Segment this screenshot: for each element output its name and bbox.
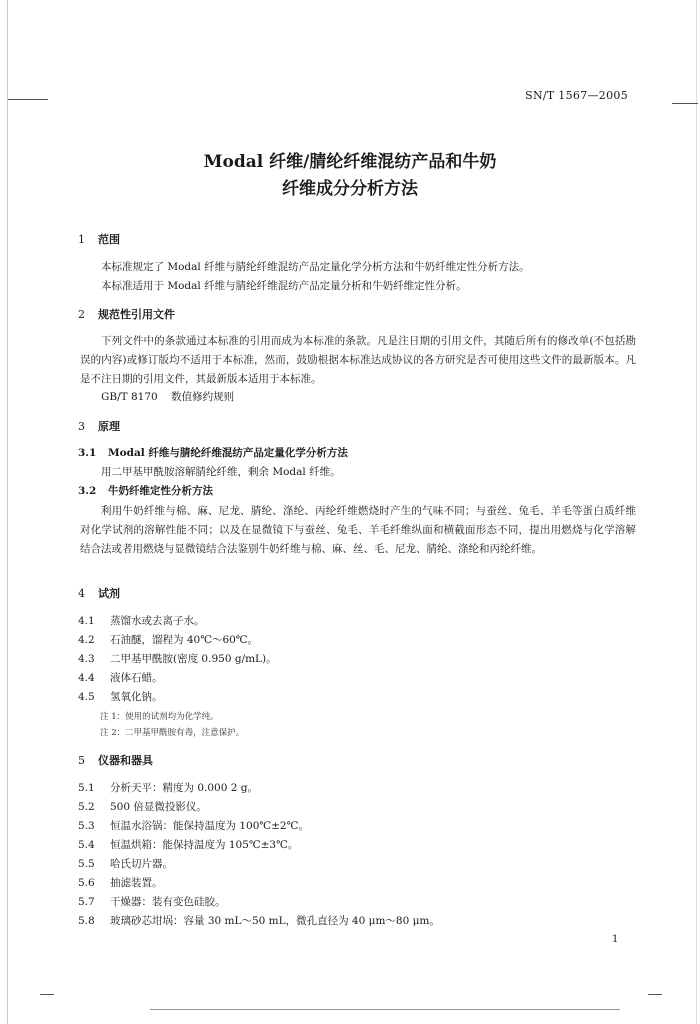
- list-item: [78, 632, 258, 647]
- item-text: 500 倍显微投影仪。: [110, 801, 207, 813]
- item-number: 4.4: [78, 672, 95, 684]
- section-title: 范围: [98, 233, 120, 246]
- scan-mark: [40, 994, 54, 995]
- subsection-number: 3.2: [78, 485, 97, 497]
- list-item: [78, 689, 163, 704]
- list-item: [78, 780, 258, 795]
- subsection-heading-3-1: [78, 445, 348, 460]
- item-number: 5.5: [78, 858, 95, 870]
- item-number: 5.2: [78, 801, 95, 813]
- list-item: [78, 818, 309, 833]
- item-number: 4.1: [78, 615, 95, 627]
- page-number: 1: [612, 934, 619, 945]
- item-text: 分析天平：精度为 0.000 2 g。: [110, 782, 258, 794]
- subsection-title: Modal 纤维与腈纶纤维混纺产品定量化学分析方法: [108, 447, 348, 459]
- references-paragraph: 下列文件中的条款通过本标准的引用而成为本标准的条款。凡是注日期的引用文件，其随后所有的修改单(不包括勘误的内容)或修订版均不适用于本标准，然而，鼓励根据本标准达成协议的各方研究是否可使用这些文件的最新版本。凡是不注日期的引用文件，其最新版本适用于本标准。: [80, 335, 636, 385]
- note-1: 注 1：使用的试剂均为化学纯。: [100, 712, 219, 722]
- item-text: 抽滤装置。: [110, 877, 163, 889]
- item-text: 蒸馏水或去离子水。: [110, 615, 205, 627]
- list-item: [78, 875, 163, 890]
- standard-number: SN/T 1567—2005: [525, 89, 628, 102]
- scan-mark: [150, 1009, 620, 1010]
- section-number: 4: [78, 587, 85, 600]
- item-number: 4.2: [78, 634, 95, 646]
- scan-mark: [8, 99, 48, 100]
- list-item: [78, 613, 205, 628]
- item-number: 4.5: [78, 691, 95, 703]
- document-title-line1: Modal 纤维/腈纶纤维混纺产品和牛奶: [203, 152, 497, 172]
- note-2: 注 2：二甲基甲酰胺有毒，注意保护。: [100, 728, 245, 738]
- list-item: [78, 913, 440, 928]
- scan-mark: [672, 103, 698, 104]
- scope-paragraph-2: 本标准适用于 Modal 纤维与腈纶纤维混纺产品定量分析和牛奶纤维定性分析。: [101, 280, 467, 292]
- list-item: [78, 651, 277, 666]
- section-heading-principle: [78, 418, 120, 434]
- item-number: 5.3: [78, 820, 95, 832]
- section-number: 2: [78, 308, 85, 321]
- section-title: 试剂: [98, 587, 120, 600]
- reference-entry: [101, 389, 234, 404]
- section-heading-reagents: [78, 585, 120, 601]
- section-title: 原理: [98, 420, 120, 433]
- item-text: 干燥器：装有变色硅胶。: [110, 896, 226, 908]
- item-number: 5.7: [78, 896, 95, 908]
- section-heading-apparatus: [78, 752, 153, 768]
- document-title-line2: 纤维成分分析方法: [282, 179, 418, 199]
- list-item: [78, 894, 226, 909]
- item-number: 5.1: [78, 782, 95, 794]
- reference-title: 数值修约规则: [171, 391, 235, 403]
- principle-3-1-text: 用二甲基甲酰胺溶解腈纶纤维，剩余 Modal 纤维。: [101, 466, 341, 478]
- item-text: 氢氧化钠。: [110, 691, 163, 703]
- subsection-number: 3.1: [78, 447, 97, 459]
- item-text: 恒温烘箱：能保持温度为 105℃±3℃。: [110, 839, 299, 851]
- section-title: 规范性引用文件: [98, 308, 175, 321]
- item-text: 液体石蜡。: [110, 672, 163, 684]
- principle-3-2-text: 利用牛奶纤维与棉、麻、尼龙、腈纶、涤纶、丙纶纤维燃烧时产生的气味不同；与蚕丝、兔毛、羊毛等蛋白质纤维对化学试剂的溶解性能不同；以及在显微镜下与蚕丝、兔毛、羊毛纤维纵面和横截面形态不同，提出用燃烧与化学溶解结合法或者用燃烧与显微镜结合法鉴别牛奶纤维与棉、麻、丝、毛、尼龙、腈纶、涤纶和丙纶纤维。: [80, 505, 636, 555]
- item-number: 5.4: [78, 839, 95, 851]
- item-text: 二甲基甲酰胺(密度 0.950 g/mL)。: [110, 653, 277, 665]
- section-title: 仪器和器具: [98, 754, 153, 767]
- section-number: 3: [78, 420, 85, 433]
- item-text: 石油醚，馏程为 40℃～60℃。: [110, 634, 259, 646]
- scope-paragraph-1: 本标准规定了 Modal 纤维与腈纶纤维混纺产品定量化学分析方法和牛奶纤维定性分析方法。: [101, 261, 530, 273]
- item-text: 哈氏切片器。: [110, 858, 173, 870]
- item-text: 恒温水浴锅：能保持温度为 100℃±2℃。: [110, 820, 309, 832]
- section-number: 1: [78, 233, 85, 246]
- list-item: [78, 837, 298, 852]
- section-heading-references: [78, 306, 175, 322]
- subsection-heading-3-2: [78, 483, 213, 498]
- item-text: 玻璃砂芯坩埚：容量 30 mL～50 mL，微孔直径为 40 μm～80 μm。: [110, 915, 440, 927]
- list-item: [78, 856, 173, 871]
- item-number: 5.8: [78, 915, 95, 927]
- section-heading-scope: [78, 231, 120, 247]
- list-item: [78, 799, 207, 814]
- subsection-title: 牛奶纤维定性分析方法: [108, 485, 213, 497]
- scan-mark: [648, 994, 662, 995]
- item-number: 5.6: [78, 877, 95, 889]
- list-item: [78, 670, 163, 685]
- section-number: 5: [78, 754, 85, 767]
- item-number: 4.3: [78, 653, 95, 665]
- reference-code: GB/T 8170: [101, 391, 158, 403]
